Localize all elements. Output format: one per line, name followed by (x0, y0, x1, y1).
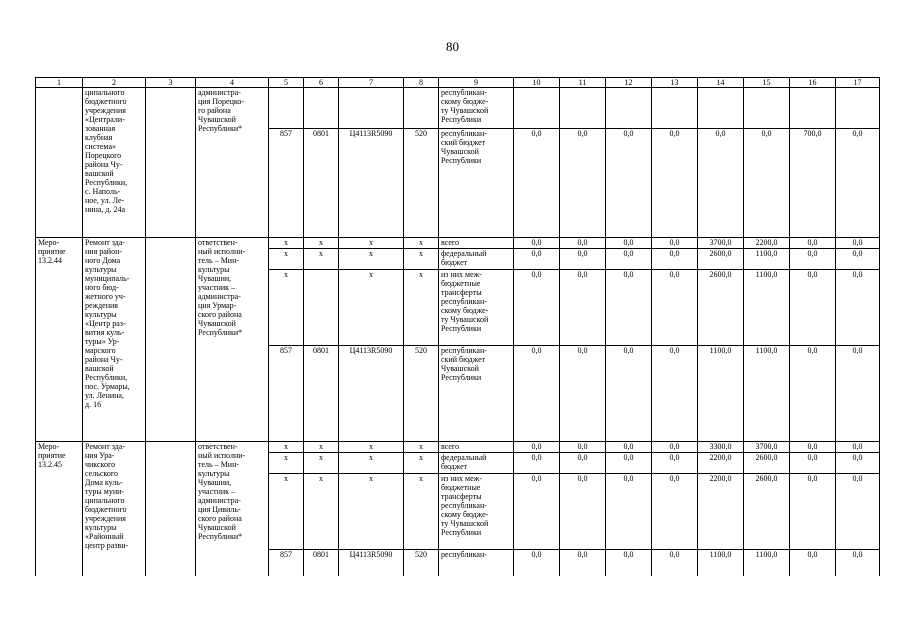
funding-source-cell: республикан- ский бюджет Чувашской Республики (439, 346, 514, 442)
column-header: 7 (339, 78, 404, 88)
value-cell: 0,0 (836, 249, 880, 270)
section-code-cell: x (304, 474, 339, 550)
value-cell: 0,0 (744, 129, 790, 238)
measure-name-cell: Ремонт зда- ния район- ного Дома культуры муниципаль- ного бюд- жетного уч- реждения культуры «Центр раз- вития куль- туры» Ур- марского района Чу- вашской Республики, пос. Урмары, ул. Ленина, д. 16 (83, 238, 146, 442)
value-cell: 0,0 (514, 442, 560, 453)
section-code-cell: x (304, 453, 339, 474)
value-cell: 0,0 (652, 442, 698, 453)
target-article-cell: x (339, 270, 404, 346)
column-header: 10 (514, 78, 560, 88)
column-header: 1 (36, 78, 83, 88)
value-cell: 0,0 (514, 270, 560, 346)
value-cell: 0,0 (790, 249, 836, 270)
section-code-cell: x (304, 442, 339, 453)
value-cell: 0,0 (652, 550, 698, 576)
expense-type-cell: x (404, 474, 439, 550)
value-cell: 0,0 (836, 550, 880, 576)
page-number: 80 (446, 39, 459, 54)
column-header: 3 (146, 78, 196, 88)
value-cell: 0,0 (606, 474, 652, 550)
table-row (36, 238, 880, 249)
value-cell: 0,0 (836, 453, 880, 474)
value-cell: 0,0 (652, 238, 698, 249)
grbs-code-cell: 857 (269, 346, 304, 442)
value-cell: 0,0 (790, 238, 836, 249)
section-code-cell: 0801 (304, 346, 339, 442)
target-article-cell: x (339, 249, 404, 270)
target-article-cell (339, 88, 404, 129)
value-cell: 2200,0 (698, 453, 744, 474)
value-cell: 3300,0 (698, 442, 744, 453)
expense-type-cell: x (404, 270, 439, 346)
value-cell: 0,0 (606, 453, 652, 474)
column-header: 2 (83, 78, 146, 88)
value-cell: 0,0 (606, 442, 652, 453)
section-code-cell: x (304, 238, 339, 249)
value-cell: 0,0 (652, 346, 698, 442)
column-header: 16 (790, 78, 836, 88)
expense-type-cell: 520 (404, 129, 439, 238)
table-row (36, 88, 880, 129)
value-cell: 2600,0 (698, 270, 744, 346)
funding-source-cell: федеральный бюджет (439, 453, 514, 474)
column-header: 4 (196, 78, 269, 88)
value-cell: 0,0 (560, 453, 606, 474)
value-cell: 0,0 (606, 129, 652, 238)
value-cell: 0,0 (560, 238, 606, 249)
value-cell: 0,0 (790, 474, 836, 550)
expense-type-cell: x (404, 453, 439, 474)
value-cell: 0,0 (514, 238, 560, 249)
measure-name-cell: ципального бюджетного учреждения «Централи- зованная клубная система» Порецкого района Чу- вашской Республики, с. Наполь- ное, ул. Ле- нина, д. 24а (83, 88, 146, 238)
funding-source-cell: из них меж- бюджетные трансферты республикан- скому бюдже- ту Чувашской Республики (439, 270, 514, 346)
value-cell: 0,0 (514, 550, 560, 576)
value-cell (606, 88, 652, 129)
measure-cell (36, 88, 83, 238)
funding-source-cell: федеральный бюджет (439, 249, 514, 270)
value-cell: 0,0 (560, 550, 606, 576)
value-cell: 0,0 (836, 129, 880, 238)
value-cell: 0,0 (836, 270, 880, 346)
grbs-code-cell: x (269, 249, 304, 270)
value-cell: 0,0 (652, 474, 698, 550)
value-cell (790, 88, 836, 129)
grbs-code-cell: x (269, 442, 304, 453)
executor-cell: ответствен- ный исполни- тель – Мин- культуры Чувашии, участник – администра- ция Цивиль- ского района Чувашской Республики* (196, 442, 269, 576)
column-header: 13 (652, 78, 698, 88)
value-cell: 0,0 (790, 346, 836, 442)
target-article-cell: x (339, 453, 404, 474)
expense-type-cell: x (404, 442, 439, 453)
value-cell: 0,0 (836, 442, 880, 453)
value-cell: 2200,0 (744, 238, 790, 249)
column-header: 11 (560, 78, 606, 88)
section-code-cell: 0801 (304, 550, 339, 576)
column-header: 6 (304, 78, 339, 88)
section-code-cell (304, 270, 339, 346)
column-header: 14 (698, 78, 744, 88)
value-cell: 0,0 (606, 238, 652, 249)
value-cell: 700,0 (790, 129, 836, 238)
value-cell: 2600,0 (698, 249, 744, 270)
value-cell: 0,0 (514, 249, 560, 270)
column-3-cell (146, 238, 196, 442)
value-cell: 0,0 (652, 453, 698, 474)
column-header: 5 (269, 78, 304, 88)
value-cell: 1100,0 (698, 550, 744, 576)
value-cell: 2600,0 (744, 474, 790, 550)
target-article-cell: x (339, 442, 404, 453)
value-cell: 0,0 (514, 346, 560, 442)
measure-cell: Меро- приятие 13.2.44 (36, 238, 83, 442)
grbs-code-cell: x (269, 474, 304, 550)
grbs-code-cell: x (269, 453, 304, 474)
value-cell: 0,0 (652, 249, 698, 270)
grbs-code-cell: 857 (269, 129, 304, 238)
target-article-cell: Ц4113R5090 (339, 129, 404, 238)
value-cell (698, 88, 744, 129)
value-cell: 0,0 (790, 270, 836, 346)
value-cell: 0,0 (836, 346, 880, 442)
value-cell: 0,0 (514, 474, 560, 550)
column-header: 8 (404, 78, 439, 88)
target-article-cell: x (339, 238, 404, 249)
value-cell: 0,0 (790, 550, 836, 576)
value-cell: 0,0 (698, 129, 744, 238)
value-cell: 0,0 (560, 129, 606, 238)
value-cell (652, 88, 698, 129)
table-row (36, 442, 880, 453)
value-cell (836, 88, 880, 129)
column-header: 15 (744, 78, 790, 88)
funding-source-cell: республикан- (439, 550, 514, 576)
grbs-code-cell: x (269, 270, 304, 346)
value-cell (514, 88, 560, 129)
expense-type-cell: 520 (404, 346, 439, 442)
value-cell: 0,0 (652, 129, 698, 238)
executor-cell: ответствен- ный исполни- тель – Мин- культуры Чувашии, участник – администра- ция Урмар- ского района Чувашской Республики* (196, 238, 269, 442)
column-header: 9 (439, 78, 514, 88)
value-cell: 1100,0 (698, 346, 744, 442)
value-cell: 0,0 (514, 453, 560, 474)
value-cell: 0,0 (560, 442, 606, 453)
value-cell: 0,0 (560, 346, 606, 442)
expense-type-cell: x (404, 249, 439, 270)
funding-source-cell: всего (439, 442, 514, 453)
value-cell: 0,0 (790, 453, 836, 474)
section-code-cell: 0801 (304, 129, 339, 238)
funding-source-cell: республикан- ский бюджет Чувашской Республики (439, 129, 514, 238)
expense-type-cell: 520 (404, 550, 439, 576)
section-code-cell: x (304, 249, 339, 270)
section-code-cell (304, 88, 339, 129)
value-cell: 1100,0 (744, 346, 790, 442)
column-3-cell (146, 88, 196, 238)
value-cell: 0,0 (836, 474, 880, 550)
funding-source-cell: всего (439, 238, 514, 249)
measure-cell: Меро- приятие 13.2.45 (36, 442, 83, 576)
grbs-code-cell (269, 88, 304, 129)
value-cell: 1100,0 (744, 270, 790, 346)
value-cell: 0,0 (606, 270, 652, 346)
value-cell: 1100,0 (744, 249, 790, 270)
column-3-cell (146, 442, 196, 576)
funding-source-cell: из них меж- бюджетные трансферты республикан- скому бюдже- ту Чувашской Республики (439, 474, 514, 550)
value-cell: 2200,0 (698, 474, 744, 550)
grbs-code-cell: 857 (269, 550, 304, 576)
expense-type-cell: x (404, 238, 439, 249)
target-article-cell: x (339, 474, 404, 550)
value-cell: 0,0 (560, 249, 606, 270)
column-number-row (36, 78, 880, 88)
expense-type-cell (404, 88, 439, 129)
grbs-code-cell: x (269, 238, 304, 249)
column-header: 12 (606, 78, 652, 88)
value-cell: 0,0 (790, 442, 836, 453)
value-cell: 1100,0 (744, 550, 790, 576)
column-header: 17 (836, 78, 880, 88)
funding-source-cell: республикан- скому бюдже- ту Чувашской Республики (439, 88, 514, 129)
value-cell: 0,0 (652, 270, 698, 346)
target-article-cell: Ц4113R5090 (339, 550, 404, 576)
target-article-cell: Ц4113R5090 (339, 346, 404, 442)
value-cell: 0,0 (606, 249, 652, 270)
value-cell: 0,0 (606, 346, 652, 442)
value-cell: 0,0 (514, 129, 560, 238)
value-cell: 0,0 (560, 474, 606, 550)
value-cell: 0,0 (836, 238, 880, 249)
budget-table (35, 77, 880, 576)
value-cell (560, 88, 606, 129)
value-cell: 0,0 (560, 270, 606, 346)
value-cell (744, 88, 790, 129)
value-cell: 0,0 (606, 550, 652, 576)
value-cell: 3700,0 (698, 238, 744, 249)
value-cell: 2600,0 (744, 453, 790, 474)
value-cell: 3700,0 (744, 442, 790, 453)
measure-name-cell: Ремонт зда- ния Ура- чикского сельского Дома куль- туры муни- ципального бюджетного учреждения культуры «Районный центр разви- (83, 442, 146, 576)
executor-cell: администра- ция Порецко- го района Чувашской Республики* (196, 88, 269, 238)
